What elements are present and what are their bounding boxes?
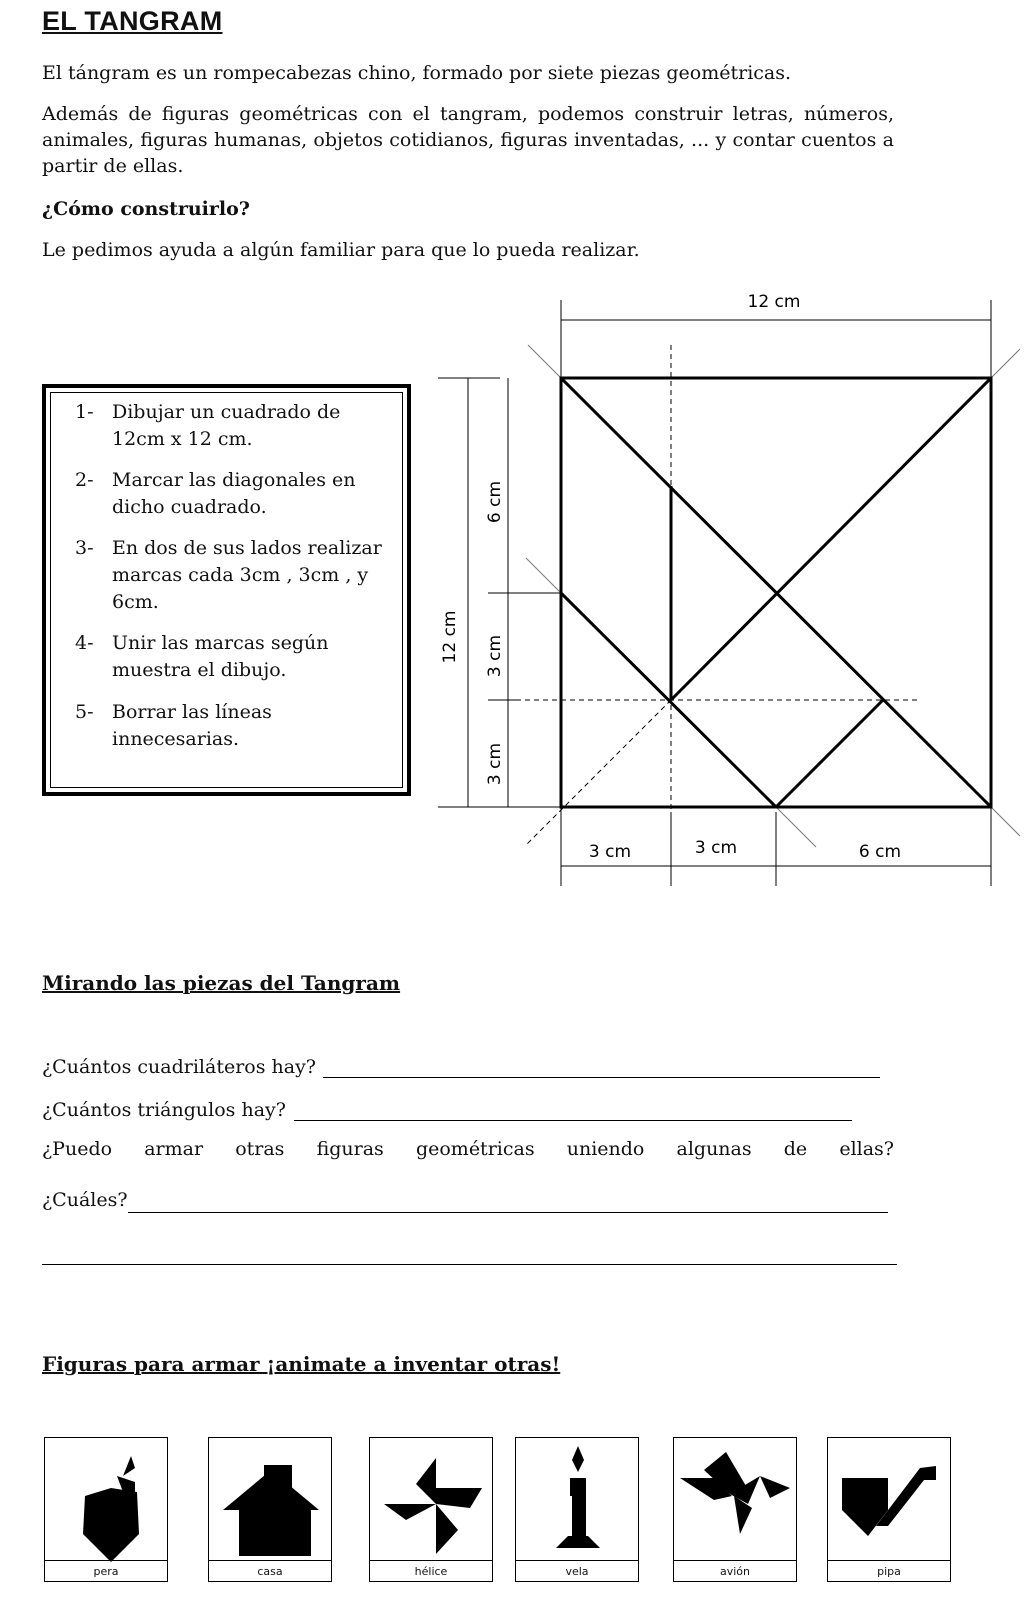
figure-label: avión [674,1560,796,1581]
label-bottom-6: 6 cm [858,842,902,862]
figure-card-pear [44,1437,168,1582]
figure-card-candle [515,1437,639,1582]
answer-line-2[interactable] [294,1120,852,1121]
propeller-icon [370,1438,494,1563]
piece-edge [776,700,883,807]
candle-icon [516,1438,640,1563]
word: ellas? [839,1138,894,1160]
word: geométricas [415,1138,535,1160]
word: de [783,1138,808,1160]
question-quadrilaterals: ¿Cuántos cuadriláteros hay? [42,1056,316,1078]
figure-card-airplane [673,1437,797,1582]
pipe-icon [828,1438,952,1563]
how-text: Le pedimos ayuda a algún familiar para que lo pueda realizar. [42,239,640,261]
word: otras [235,1138,285,1160]
answer-line-3[interactable] [128,1212,888,1213]
how-heading: ¿Cómo construirlo? [42,198,250,220]
word: figuras [316,1138,384,1160]
label-top: 12 cm [747,292,801,312]
label-left-3a: 3 cm [485,634,505,678]
label-bottom-3a: 3 cm [588,842,632,862]
figure-label: casa [209,1560,331,1581]
step-number: 1- [75,401,94,423]
question-other-figures [42,1138,894,1160]
step-text: Unir las marcas según muestra el dibujo. [112,632,329,681]
figure-label: pera [45,1560,167,1581]
label-left-3b: 3 cm [485,742,505,786]
answer-line-1[interactable] [323,1077,880,1078]
house-icon [209,1438,333,1563]
answer-line-4[interactable] [42,1264,897,1265]
word: ¿Puedo [42,1138,113,1160]
page-title: EL TANGRAM [42,6,223,36]
helper-dashed-diagonal [525,700,671,846]
figure-label: pipa [828,1560,950,1581]
label-left-total: 12 cm [440,610,460,664]
label-bottom-3b: 3 cm [694,838,738,858]
word: uniendo [566,1138,645,1160]
step-number: 5- [75,701,94,723]
airplane-icon [674,1438,798,1563]
section-heading-figures: Figuras para armar ¡animate a inventar otras! [42,1352,561,1376]
step-text: Dibujar un cuadrado de 12cm x 12 cm. [112,401,341,450]
step-text: En dos de sus lados realizar marcas cada 3cm , 3cm , y 6cm. [112,537,382,613]
word: algunas [676,1138,752,1160]
word: armar [144,1138,204,1160]
question-triangles: ¿Cuántos triángulos hay? [42,1099,286,1121]
diagonal-upper [671,378,991,700]
step-text: Marcar las diagonales en dicho cuadrado. [112,469,356,518]
section-heading-pieces: Mirando las piezas del Tangram [42,971,401,995]
figure-card-propeller [369,1437,493,1582]
figure-label: hélice [370,1560,492,1581]
pear-icon [45,1438,169,1563]
step-text: Borrar las líneas innecesarias. [112,701,272,750]
step-number: 4- [75,632,94,654]
intro-paragraph-1: El tángram es un rompecabezas chino, formado por siete piezas geométricas. [42,62,792,84]
step-number: 2- [75,469,94,491]
figure-label: vela [516,1560,638,1581]
figure-card-house [208,1437,332,1582]
figure-card-pipe [827,1437,951,1582]
intro-paragraph-2: Además de figuras geométricas con el tangram, podemos construir letras, números, animales, figuras humanas, objetos cotidianos, figuras inventadas, ... y contar cuentos a partir de ellas. [42,103,894,177]
step-number: 3- [75,537,94,559]
label-left-6: 6 cm [485,480,505,524]
question-which: ¿Cuáles? [42,1189,128,1211]
